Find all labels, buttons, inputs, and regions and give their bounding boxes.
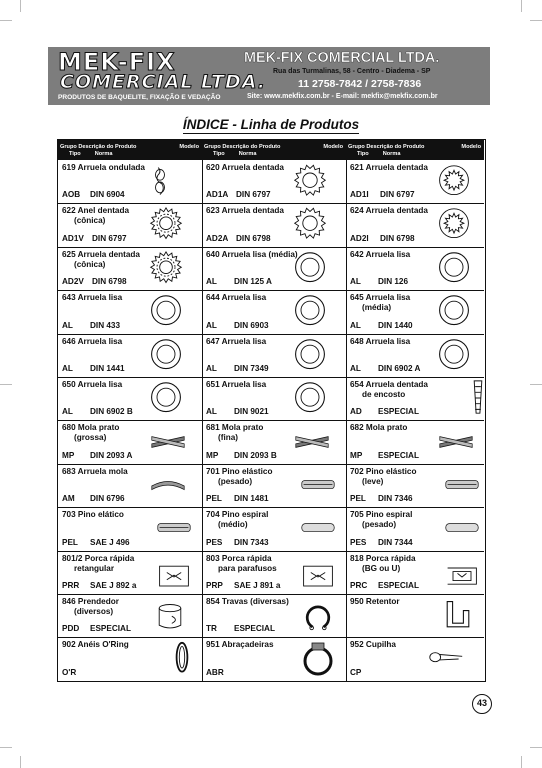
product-cell	[346, 637, 484, 680]
product-norma: ESPECIAL	[378, 580, 419, 590]
product-tipo: AD1I	[350, 190, 369, 200]
product-name-line: 703 Pino elático	[62, 510, 124, 520]
product-cell	[58, 637, 202, 680]
product-tipo: PES	[206, 537, 223, 547]
product-cell	[202, 507, 346, 550]
crop-mark	[530, 384, 542, 385]
product-name-line: 644 Arruela lisa	[206, 293, 267, 303]
product-cell	[202, 464, 346, 507]
header-cell	[58, 140, 202, 160]
product-cell	[58, 377, 202, 420]
product-tipo: AOB	[62, 190, 81, 200]
product-name-line: (médio)	[218, 520, 248, 530]
header-sub-labels	[213, 151, 256, 157]
product-tipo: AL	[350, 363, 361, 373]
product-name-line: 619 Arruela ondulada	[62, 163, 145, 172]
product-name-line: 801/2 Porca rápida	[62, 553, 135, 563]
product-name	[350, 250, 410, 260]
wave-washer-icon	[140, 164, 180, 200]
product-name-line: 951 Abraçadeiras	[206, 640, 274, 650]
web-contact: Site: www.mekfix.com.br - E-mail: mekfix@mekfix.com.br	[247, 93, 438, 100]
product-cell	[346, 160, 484, 203]
flat-washer-icon	[146, 294, 186, 330]
header-sub-tipo: Tipo	[357, 151, 369, 157]
product-cell	[346, 377, 484, 420]
product-name-line: 701 Pino elástico	[206, 466, 273, 476]
product-name-line: 648 Arruela lisa	[350, 336, 411, 346]
product-name	[350, 163, 428, 173]
product-name	[350, 597, 400, 607]
product-norma: ESPECIAL	[90, 624, 131, 634]
product-cell	[58, 247, 202, 290]
product-name-line: (BG ou U)	[362, 563, 401, 573]
product-cell	[202, 290, 346, 333]
page-title	[0, 117, 542, 132]
product-cell	[346, 507, 484, 550]
product-norma: DIN 6902 A	[378, 363, 421, 373]
product-name-line: 846 Prendedor	[62, 597, 119, 606]
product-name-line: 622 Anel dentada	[62, 206, 130, 216]
product-norma: DIN 125 A	[234, 277, 272, 287]
header-col-description: Grupo Descrição do Produto	[60, 144, 137, 150]
product-norma: DIN 1441	[90, 363, 125, 373]
flat-washer-icon	[290, 251, 330, 287]
product-tipo: AD2I	[350, 233, 369, 243]
product-name	[350, 206, 428, 216]
flat-washer-icon	[290, 338, 330, 374]
header-sub-labels	[357, 151, 400, 157]
product-norma: ESPECIAL	[234, 624, 275, 634]
product-norma: DIN 6903	[234, 320, 269, 330]
product-name	[206, 423, 263, 443]
product-name-line: 620 Arruela dentada	[206, 163, 284, 172]
product-cell	[58, 334, 202, 377]
product-name-line: (cônica)	[74, 259, 106, 269]
product-name-line: 651 Arruela lisa	[206, 380, 267, 389]
product-tipo: AL	[350, 320, 361, 330]
product-name	[62, 250, 140, 270]
product-name-line: (pesado)	[362, 520, 397, 530]
product-tipo: PRR	[62, 580, 80, 590]
phone-numbers: 11 2758-7842 / 2758-7836	[298, 78, 422, 90]
product-name	[206, 467, 272, 487]
product-norma: DIN 6797	[380, 190, 415, 200]
disc-spring-icon	[292, 424, 332, 460]
product-name	[206, 597, 289, 607]
lock-washer-side-icon	[458, 379, 498, 417]
header-col-model: Modelo	[179, 144, 199, 150]
product-name-line: 646 Arruela lisa	[62, 336, 123, 346]
product-tipo: AD	[350, 407, 362, 417]
product-name-line: 625 Arruela dentada	[62, 249, 140, 259]
product-cell	[202, 377, 346, 420]
product-name	[62, 423, 119, 443]
product-name-line: 902 Anéis O'Ring	[62, 640, 129, 650]
product-name	[350, 640, 396, 650]
product-cell	[346, 334, 484, 377]
table-header	[58, 140, 484, 160]
logo-subtitle: COMERCIAL LTDA.	[60, 71, 267, 93]
product-name-line: 642 Arruela lisa	[350, 249, 411, 259]
speed-nut-icon	[298, 559, 338, 595]
product-norma: DIN 7349	[234, 363, 269, 373]
product-cell	[202, 420, 346, 463]
o-ring-icon	[162, 641, 202, 677]
product-index-table	[57, 139, 486, 682]
product-cell	[58, 594, 202, 637]
product-tipo: MP	[350, 450, 363, 460]
header-sub-labels	[69, 151, 112, 157]
product-name	[206, 250, 298, 260]
product-name-line: 640 Arruela lisa (média)	[206, 249, 298, 259]
product-tipo: AL	[206, 277, 217, 287]
product-name	[62, 597, 119, 617]
product-name-line: 654 Arruela dentada	[350, 380, 428, 389]
product-cell	[58, 507, 202, 550]
product-norma: DIN 6798	[380, 233, 415, 243]
header-sub-tipo: Tipo	[213, 151, 225, 157]
header-col-description: Grupo Descrição do Produto	[348, 144, 425, 150]
product-tipo: ABR	[206, 667, 224, 677]
product-cell	[346, 247, 484, 290]
product-name	[62, 337, 122, 347]
header-sub-norma: Norma	[382, 151, 401, 157]
product-tipo: AL	[350, 277, 361, 287]
product-norma: DIN 6796	[90, 494, 125, 504]
header-sub-norma: Norma	[94, 151, 113, 157]
product-cell	[346, 551, 484, 594]
flat-washer-icon	[290, 294, 330, 330]
crop-mark	[521, 0, 522, 12]
product-name	[62, 206, 129, 226]
product-name	[206, 510, 268, 530]
tagline: PRODUTOS DE BAQUELITE, FIXAÇÃO E VEDAÇÃO	[58, 94, 221, 101]
product-name-line: 624 Arruela dentada	[350, 206, 428, 216]
product-tipo: AD1V	[62, 233, 84, 243]
product-norma: DIN 7343	[234, 537, 269, 547]
product-cell	[58, 420, 202, 463]
u-nut-icon	[442, 559, 482, 595]
product-norma: ESPECIAL	[378, 450, 419, 460]
product-norma: DIN 9021	[234, 407, 269, 417]
product-norma: SAE J 892 a	[90, 580, 137, 590]
product-name	[206, 163, 284, 173]
product-name-line: retangular	[74, 563, 115, 573]
product-cell	[346, 464, 484, 507]
product-name-line: (cônica)	[74, 216, 106, 226]
product-name-line: para parafusos	[218, 563, 277, 573]
product-name-line: 818 Porca rápida	[350, 553, 416, 563]
product-name	[350, 423, 407, 433]
product-tipo: TR	[206, 624, 217, 634]
company-name: MEK-FIX COMERCIAL LTDA.	[244, 50, 440, 66]
product-tipo: CP	[350, 667, 362, 677]
product-norma: SAE J 496	[90, 537, 130, 547]
page-title-text: ÍNDICE - Linha de Produtos	[182, 117, 360, 132]
product-name-line: 702 Pino elástico	[350, 466, 417, 476]
header-sub-tipo: Tipo	[69, 151, 81, 157]
page-number: 43	[472, 694, 492, 714]
product-cell	[58, 160, 202, 203]
product-norma: DIN 6902 B	[90, 407, 133, 417]
header-col-description: Grupo Descrição do Produto	[204, 144, 281, 150]
product-name	[206, 293, 266, 303]
product-name-line: 803 Porca rápida	[206, 553, 272, 563]
crop-mark	[530, 747, 542, 748]
product-tipo: AD1A	[206, 190, 229, 200]
retaining-ring-icon	[298, 600, 338, 636]
address: Rua das Turmalinas, 58 - Centro - Diadema - SP	[273, 68, 431, 75]
product-name	[350, 510, 412, 530]
spring-pin-icon	[442, 468, 482, 504]
toothed-washer-internal-icon	[434, 207, 474, 243]
product-cell	[202, 594, 346, 637]
product-name-line: 650 Arruela lisa	[62, 380, 123, 389]
spring-pin-icon	[154, 511, 194, 547]
spiral-pin-icon	[442, 511, 482, 547]
product-name-line: 705 Pino espiral	[350, 510, 413, 520]
product-tipo: MP	[62, 450, 75, 460]
product-cell	[202, 334, 346, 377]
product-norma: DIN 2093 A	[90, 450, 133, 460]
product-name-line: 621 Arruela dentada	[350, 163, 428, 172]
logo-wordmark: MEK-FIX	[58, 48, 176, 76]
product-name-line: 643 Arruela lisa	[62, 293, 123, 303]
product-name-line: 704 Pino espiral	[206, 510, 269, 520]
product-tipo: PES	[350, 537, 367, 547]
product-cell	[202, 637, 346, 680]
crop-mark	[0, 747, 12, 748]
header-cell	[346, 140, 484, 160]
product-name	[350, 554, 416, 574]
product-name	[62, 510, 124, 520]
disc-spring-icon	[436, 424, 476, 460]
conical-toothed-washer-icon	[146, 251, 186, 287]
product-tipo: AL	[62, 407, 73, 417]
crop-mark	[0, 384, 12, 385]
clip-icon	[150, 600, 190, 636]
product-tipo: AL	[206, 363, 217, 373]
product-tipo: PRC	[350, 580, 368, 590]
product-norma: SAE J 891 a	[234, 580, 281, 590]
product-cell	[202, 160, 346, 203]
product-norma: DIN 7346	[378, 494, 413, 504]
product-norma: DIN 2093 B	[234, 450, 277, 460]
product-name	[62, 293, 122, 303]
toothed-washer-internal-icon	[434, 164, 474, 200]
product-cell	[202, 203, 346, 246]
product-name	[350, 337, 410, 347]
flat-washer-icon	[146, 338, 186, 374]
product-tipo: MP	[206, 450, 219, 460]
product-name-line: 645 Arruela lisa	[350, 293, 411, 303]
product-norma: DIN 1481	[234, 494, 269, 504]
flat-washer-icon	[434, 338, 474, 374]
spiral-pin-icon	[298, 511, 338, 547]
product-cell	[58, 464, 202, 507]
product-name-line: 950 Retentor	[350, 597, 400, 606]
product-tipo: PEL	[206, 494, 222, 504]
header-col-model: Modelo	[461, 144, 481, 150]
product-name-line: (grossa)	[74, 433, 107, 443]
cotter-pin-icon	[426, 641, 466, 677]
product-name-line: 647 Arruela lisa	[206, 336, 267, 346]
product-name-line: 623 Arruela dentada	[206, 206, 284, 216]
product-cell	[58, 551, 202, 594]
product-name	[62, 467, 128, 477]
product-norma: DIN 6904	[90, 190, 125, 200]
product-tipo: PEL	[62, 537, 78, 547]
product-tipo: PRP	[206, 580, 223, 590]
hose-clamp-icon	[298, 641, 338, 681]
product-cell	[202, 247, 346, 290]
speed-nut-icon	[154, 559, 194, 595]
spring-washer-icon	[148, 468, 188, 504]
product-name-line: (média)	[362, 303, 392, 313]
header-col-model: Modelo	[323, 144, 343, 150]
product-cell	[346, 203, 484, 246]
company-header	[48, 47, 490, 105]
spring-pin-icon	[298, 468, 338, 504]
product-cell	[58, 290, 202, 333]
toothed-washer-external-icon	[290, 164, 330, 200]
product-name	[350, 293, 410, 313]
product-tipo: AD2V	[62, 277, 84, 287]
product-cell	[346, 594, 484, 637]
product-name-line: 683 Arruela mola	[62, 466, 128, 476]
product-name-line: (diversos)	[74, 607, 114, 616]
product-norma: DIN 6797	[92, 233, 127, 243]
product-tipo: O'R	[62, 667, 77, 677]
product-cell	[58, 203, 202, 246]
product-norma: DIN 7344	[378, 537, 413, 547]
flat-washer-icon	[434, 294, 474, 330]
product-name	[206, 206, 284, 216]
product-name-line: 681 Mola prato	[206, 423, 264, 433]
product-name-line: (leve)	[362, 476, 384, 486]
product-cell	[346, 420, 484, 463]
product-name	[206, 337, 266, 347]
crop-mark	[530, 20, 542, 21]
retainer-icon	[438, 598, 478, 634]
product-tipo: AL	[206, 320, 217, 330]
product-norma: DIN 126	[378, 277, 409, 287]
conical-toothed-washer-icon	[146, 207, 186, 243]
product-name	[62, 163, 145, 173]
product-name-line: de encosto	[362, 390, 406, 399]
crop-mark	[20, 756, 21, 768]
product-norma: DIN 6798	[236, 233, 271, 243]
product-name-line: 682 Mola prato	[350, 423, 408, 433]
product-tipo: PEL	[350, 494, 366, 504]
product-name	[62, 380, 122, 390]
product-norma: ESPECIAL	[378, 407, 419, 417]
flat-washer-icon	[434, 251, 474, 287]
product-cell	[346, 290, 484, 333]
flat-washer-icon	[146, 381, 186, 417]
product-name	[62, 640, 129, 650]
product-tipo: AD2A	[206, 233, 229, 243]
product-name	[206, 380, 266, 390]
product-tipo: PDD	[62, 624, 80, 634]
product-norma: DIN 6797	[236, 190, 271, 200]
product-norma: DIN 1440	[378, 320, 413, 330]
product-name	[350, 380, 428, 400]
product-name	[206, 554, 277, 574]
product-tipo: AM	[62, 494, 75, 504]
product-tipo: AL	[62, 320, 73, 330]
product-name-line: 952 Cupilha	[350, 640, 396, 650]
product-name	[206, 640, 274, 650]
flat-washer-icon	[290, 381, 330, 417]
product-name-line: (pesado)	[218, 476, 253, 486]
product-name	[350, 467, 416, 487]
header-sub-norma: Norma	[238, 151, 257, 157]
disc-spring-icon	[148, 424, 188, 460]
crop-mark	[20, 0, 21, 12]
product-tipo: AL	[206, 407, 217, 417]
product-cell	[202, 551, 346, 594]
crop-mark	[0, 20, 12, 21]
product-tipo: AL	[62, 363, 73, 373]
product-name	[62, 554, 134, 574]
product-name-line: 854 Travas (diversas)	[206, 597, 289, 606]
header-cell	[202, 140, 346, 160]
toothed-washer-external-icon	[290, 207, 330, 243]
product-norma: DIN 6798	[92, 277, 127, 287]
crop-mark	[521, 756, 522, 768]
product-name-line: 680 Mola prato	[62, 423, 120, 433]
product-norma: DIN 433	[90, 320, 121, 330]
product-name-line: (fina)	[218, 433, 239, 443]
